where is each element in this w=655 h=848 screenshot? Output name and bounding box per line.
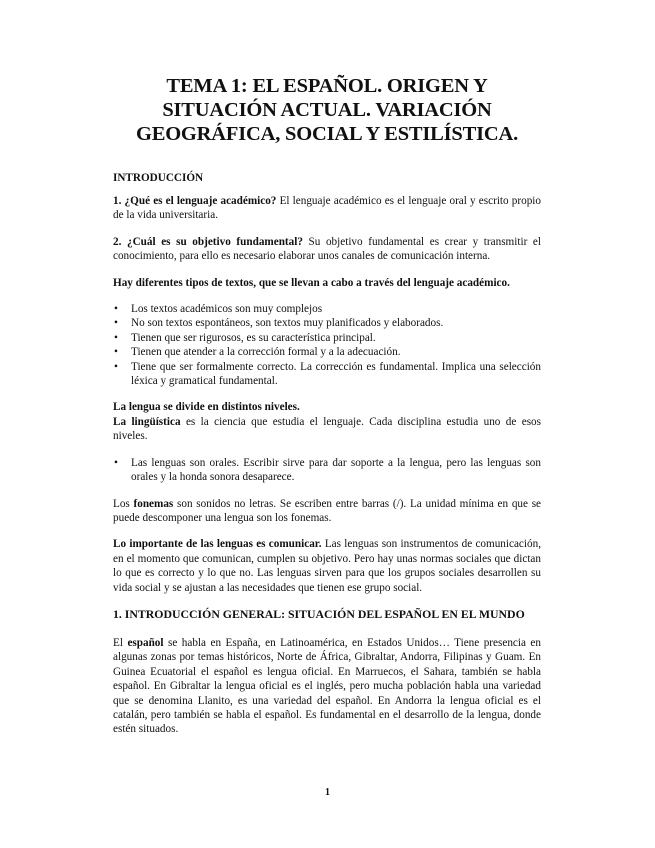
list-item bbox=[113, 316, 541, 330]
question-2-label: 2. ¿Cuál es su objetivo fundamental? bbox=[113, 235, 303, 248]
list-item bbox=[113, 360, 541, 389]
oral-list bbox=[113, 456, 541, 485]
list-item-text: Los textos académicos son muy complejos bbox=[131, 303, 323, 316]
bullet-icon: • bbox=[114, 303, 118, 316]
page-number: 1 bbox=[325, 787, 330, 798]
bullet-icon: • bbox=[114, 331, 118, 344]
bullet-icon: • bbox=[114, 346, 118, 359]
list-item-text: Las lenguas son orales. Escribir sirve para dar soporte a la lengua, pero las lenguas son orales y la honda sonora desaparece. bbox=[131, 456, 541, 484]
linguistics-text: es la ciencia que estudia el lenguaje. Cada disciplina estudia uno de esos niveles. bbox=[113, 415, 541, 443]
comunicar-lead: Lo importante de las lenguas es comunicar. bbox=[113, 538, 322, 551]
intro-heading: INTRODUCCIÓN bbox=[113, 172, 204, 184]
list-item bbox=[113, 456, 541, 485]
fonemas-text: son sonidos no letras. Se escriben entre barras (/). La unidad mínima en que se puede descomponer una lengua son los fonemas. bbox=[113, 497, 542, 524]
levels-heading-text: La lengua se divide en distintos niveles. bbox=[113, 401, 300, 414]
document-body bbox=[113, 74, 541, 737]
fonemas-paragraph bbox=[113, 497, 541, 526]
levels-heading bbox=[113, 400, 541, 414]
question-1 bbox=[113, 194, 541, 223]
comunicar-text: Las lenguas son instrumentos de comunicación, en el momento que comunican, cumplen su objetivo. Pero hay unas normas sociales que dictan lo que es correcto y lo que no. Las lenguas sirven para que los grupos sociales desarrollen su vida social y se ajustan a las necesidades que tienen ese grupo social. bbox=[113, 538, 541, 594]
list-item-text: Tienen que ser rigurosos, es su característica principal. bbox=[131, 331, 376, 344]
comunicar-paragraph bbox=[113, 537, 541, 595]
types-list bbox=[113, 302, 541, 388]
title-line-3: GEOGRÁFICA, SOCIAL Y ESTILÍSTICA. bbox=[135, 123, 519, 145]
title-line-2: SITUACIÓN ACTUAL. VARIACIÓN bbox=[162, 99, 492, 121]
linguistics-term: La lingüística bbox=[113, 415, 181, 428]
bullet-icon: • bbox=[114, 456, 118, 469]
fonemas-term: fonemas bbox=[133, 497, 174, 510]
espanol-term: español bbox=[127, 636, 164, 649]
list-item bbox=[113, 331, 541, 345]
bullet-icon: • bbox=[114, 317, 118, 330]
types-heading bbox=[113, 276, 541, 290]
linguistics-paragraph bbox=[113, 415, 541, 444]
document-title bbox=[113, 74, 541, 146]
section-1-heading: 1. INTRODUCCIÓN GENERAL: SITUACIÓN DEL ESPAÑOL EN EL MUNDO bbox=[113, 606, 525, 621]
espanol-paragraph bbox=[113, 636, 541, 737]
types-heading-text: Hay diferentes tipos de textos, que se llevan a cabo a través del lenguaje académico. bbox=[113, 276, 510, 289]
espanol-text: se habla en España, en Latinoamérica, en Estados Unidos… Tiene presencia en algunas zonas por temas históricos, Norte de África, Gibraltar, Andorra, Filipinas y Guam. En Guinea Ecuatorial el español es lengua oficial. En Marruecos, el Sahara, también se habla español. En Gibraltar la lengua oficial es el inglés, pero mucha población habla una variedad que se denomina Llanito, es una variedad del español. En Andorra la lengua oficial es el catalán, pero también se habla el español. Es fundamental en el desarrollo de la lengua, donde estén situados. bbox=[113, 636, 541, 736]
question-2-text: Su objetivo fundamental es crear y transmitir el conocimiento, para ello es necesario elaborar unos canales de comunicación interna. bbox=[113, 235, 541, 263]
question-1-label: 1. ¿Qué es el lenguaje académico? bbox=[113, 195, 277, 207]
list-item bbox=[113, 345, 541, 359]
fonemas-pre: Los bbox=[113, 497, 134, 510]
list-item bbox=[113, 302, 541, 316]
bullet-icon: • bbox=[114, 360, 118, 373]
question-2 bbox=[113, 235, 541, 264]
list-item-text: Tiene que ser formalmente correcto. La corrección es fundamental. Implica una selección léxica y gramatical fundamental. bbox=[131, 360, 541, 388]
list-item-text: Tienen que atender a la corrección formal y a la adecuación. bbox=[131, 346, 401, 359]
espanol-pre: El bbox=[113, 636, 128, 649]
title-line-1: TEMA 1: EL ESPAÑOL. ORIGEN Y bbox=[166, 75, 488, 97]
question-1-text: El lenguaje académico es el lenguaje oral y escrito propio de la vida universitaria. bbox=[113, 195, 541, 222]
list-item-text: No son textos espontáneos, son textos muy planificados y elaborados. bbox=[131, 317, 444, 330]
